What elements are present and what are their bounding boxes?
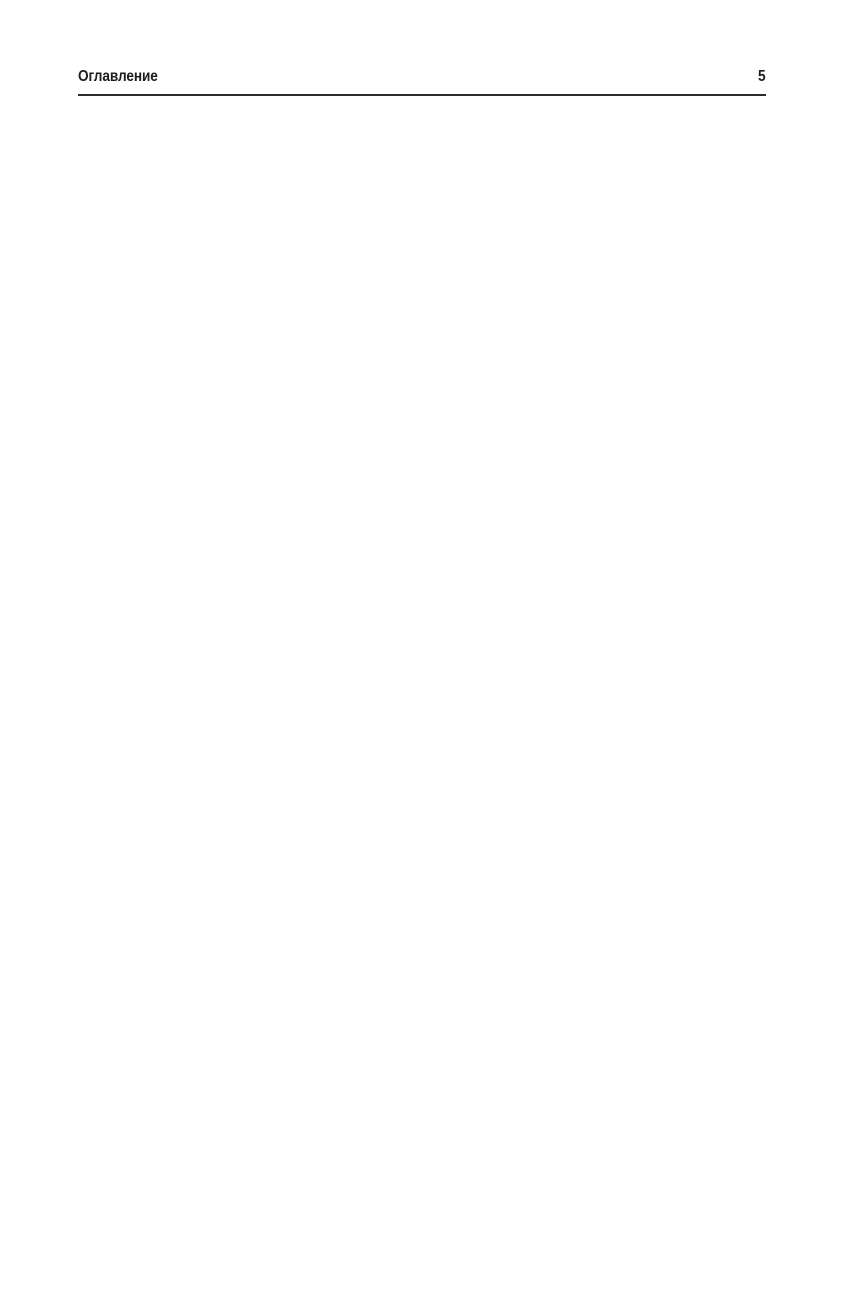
table-of-contents [78,110,766,1157]
page-title: Оглавление [78,68,158,85]
toc-group-chapter-14 [78,1031,766,1157]
toc-entry[interactable] [78,1132,766,1157]
toc-page-number [78,110,842,1310]
running-head [78,68,766,86]
folio-number: 5 [758,68,766,85]
header-rule [78,94,766,96]
